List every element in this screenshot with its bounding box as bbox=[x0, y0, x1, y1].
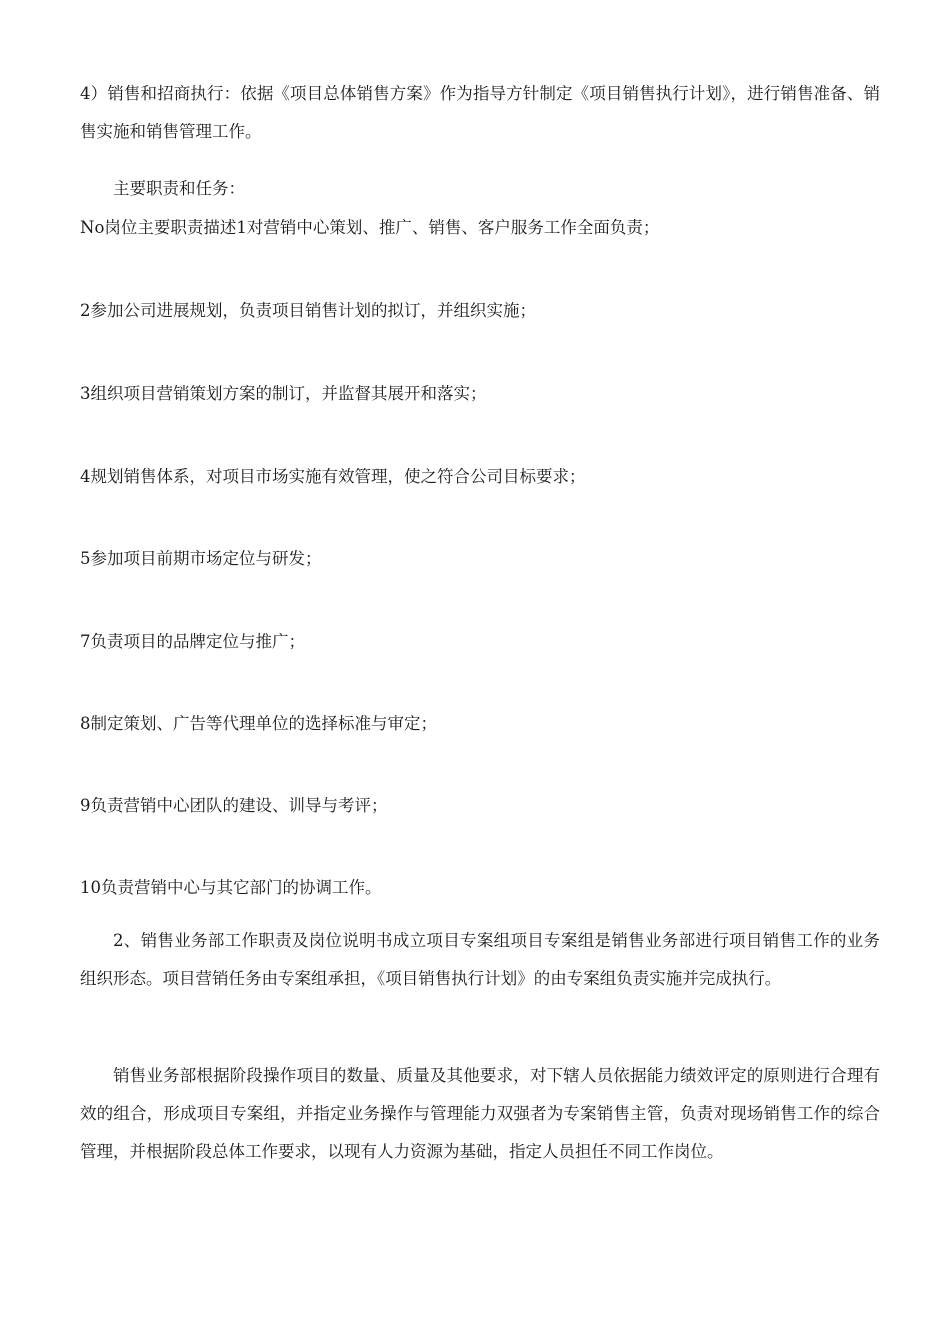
duty-item: 9负责营销中心团队的建设、训导与考评； bbox=[80, 796, 388, 815]
paragraph-sales-execution: 4）销售和招商执行：依据《项目总体销售方案》作为指导方针制定《项目销售执行计划》，进行销售准备、销售实施和销售管理工作。 bbox=[80, 84, 880, 141]
duty-item: 7负责项目的品牌定位与推广； bbox=[80, 632, 305, 651]
paragraph-sales-department: 2、销售业务部工作职责及岗位说明书成立项目专案组项目专案组是销售业务部进行项目销售工作的业务组织形态。项目营销任务由专案组承担，《项目销售执行计划》的由专案组负责实施并完成执行。 bbox=[80, 931, 880, 988]
duty-item: 5参加项目前期市场定位与研发； bbox=[80, 549, 322, 568]
duty-item: 2参加公司进展规划，负责项目销售计划的拟订，并组织实施； bbox=[80, 301, 536, 320]
duty-item: 10负责营销中心与其它部门的协调工作。 bbox=[80, 878, 382, 897]
paragraph-duties-heading: 主要职责和任务： bbox=[113, 179, 245, 198]
duty-item: 4规划销售体系，对项目市场实施有效管理，使之符合公司目标要求； bbox=[80, 467, 586, 486]
duty-item: 8制定策划、广告等代理单位的选择标准与审定； bbox=[80, 714, 437, 733]
paragraph-team-formation: 销售业务部根据阶段操作项目的数量、质量及其他要求，对下辖人员依据能力绩效评定的原则进行合理有效的组合，形成项目专案组，并指定业务操作与管理能力双强者为专案销售主管，负责对现场销售工作的综合管理，并根据阶段总体工作要求，以现有人力资源为基础，指定人员担任不同工作岗位。 bbox=[80, 1066, 880, 1161]
duty-item: 3组织项目营销策划方案的制订，并监督其展开和落实； bbox=[80, 384, 487, 403]
duty-item: No岗位主要职责描述1对营销中心策划、推广、销售、客户服务工作全面负责； bbox=[80, 218, 660, 237]
